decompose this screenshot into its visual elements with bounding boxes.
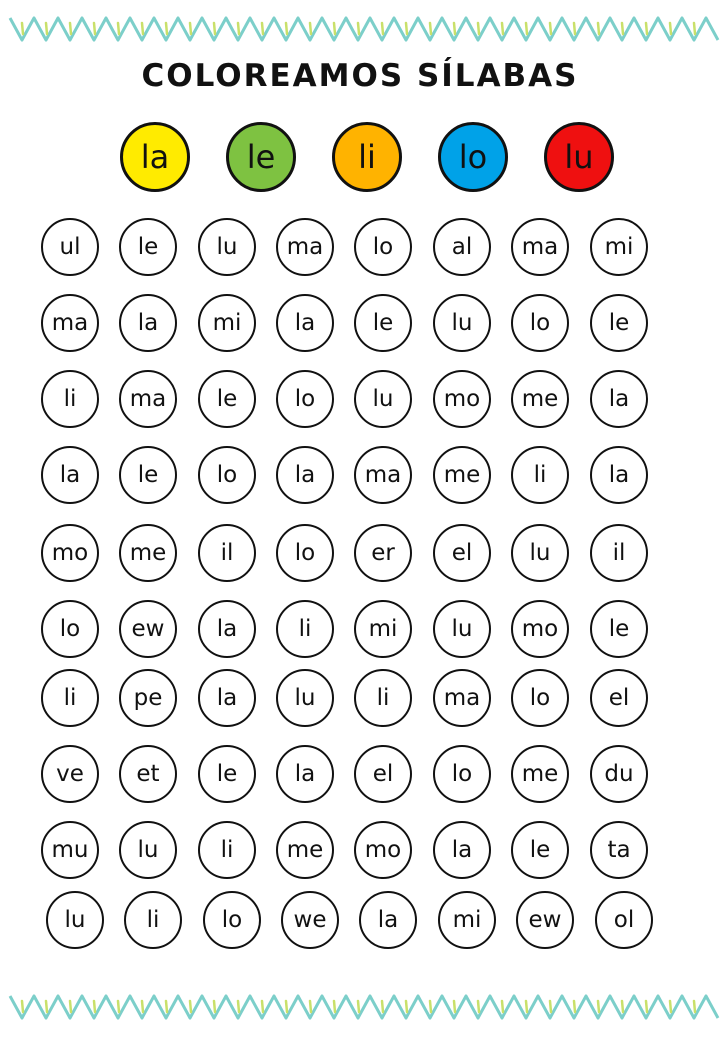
syllable-label: mi: [452, 907, 482, 933]
syllable-label: lu: [294, 685, 316, 711]
syllable-circle[interactable]: [276, 600, 334, 658]
decor-dash: [694, 1001, 695, 1012]
syllable-circle[interactable]: [511, 294, 569, 352]
syllable-circle[interactable]: [359, 891, 417, 949]
syllable-circle[interactable]: [354, 745, 412, 803]
syllable-label: lu: [451, 616, 473, 642]
decor-dash: [262, 1001, 263, 1012]
decor-dash: [430, 1001, 431, 1012]
syllable-circle[interactable]: [433, 218, 491, 276]
syllable-circle[interactable]: [354, 524, 412, 582]
syllable-circle[interactable]: [198, 446, 256, 504]
syllable-circle[interactable]: [198, 669, 256, 727]
syllable-label: mi: [212, 310, 242, 336]
syllable-label: li: [63, 386, 77, 412]
syllable-circle[interactable]: [354, 446, 412, 504]
syllable-circle[interactable]: [119, 669, 177, 727]
syllable-label: el: [608, 685, 630, 711]
syllable-label: li: [220, 837, 234, 863]
syllable-label: la: [59, 462, 81, 488]
syllable-label: el: [451, 540, 473, 566]
syllable-circle[interactable]: [433, 370, 491, 428]
syllable-circle[interactable]: [433, 821, 491, 879]
syllable-circle[interactable]: [511, 218, 569, 276]
syllable-label: lu: [216, 234, 238, 260]
syllable-circle[interactable]: [203, 891, 261, 949]
decor-dash: [166, 1001, 167, 1012]
syllable-label: du: [604, 761, 634, 787]
decor-dash: [238, 1001, 239, 1012]
syllable-label: mi: [368, 616, 398, 642]
syllable-label: il: [612, 540, 626, 566]
syllable-circle[interactable]: [119, 821, 177, 879]
syllable-label: we: [293, 907, 327, 933]
syllable-circle[interactable]: [590, 745, 648, 803]
syllable-label: lo: [221, 907, 243, 933]
syllable-label: al: [451, 234, 473, 260]
syllable-label: lo: [59, 616, 81, 642]
syllable-circle[interactable]: [198, 600, 256, 658]
syllable-circle[interactable]: [511, 821, 569, 879]
syllable-circle[interactable]: [590, 524, 648, 582]
syllable-circle[interactable]: [438, 891, 496, 949]
syllable-circle[interactable]: [354, 600, 412, 658]
decor-dash: [454, 1001, 455, 1012]
decor-dash: [46, 1001, 47, 1012]
decor-dash: [310, 1001, 311, 1012]
syllable-label: la: [294, 462, 316, 488]
syllable-circle[interactable]: [433, 446, 491, 504]
decor-dash: [118, 1001, 119, 1012]
syllable-circle[interactable]: [119, 218, 177, 276]
syllable-circle[interactable]: [354, 669, 412, 727]
decor-dash: [334, 1001, 335, 1012]
syllable-label: ve: [56, 761, 84, 787]
decor-dash: [406, 1001, 407, 1012]
syllable-circle[interactable]: [41, 446, 99, 504]
syllable-circle[interactable]: [590, 600, 648, 658]
syllable-circle[interactable]: [198, 821, 256, 879]
syllable-circle[interactable]: [281, 891, 339, 949]
syllable-label: lo: [451, 761, 473, 787]
syllable-circle[interactable]: [276, 524, 334, 582]
syllable-label: ma: [364, 462, 402, 488]
syllable-circle[interactable]: [41, 370, 99, 428]
decor-dash: [190, 1001, 191, 1012]
syllable-label: lo: [529, 310, 551, 336]
syllable-label: la: [137, 310, 159, 336]
syllable-label: el: [372, 761, 394, 787]
syllable-label: me: [521, 761, 559, 787]
syllable-label: ma: [51, 310, 89, 336]
syllable-label: lo: [216, 462, 238, 488]
syllable-circle[interactable]: [433, 524, 491, 582]
syllable-label: et: [136, 761, 160, 787]
syllable-label: la: [377, 907, 399, 933]
syllable-circle[interactable]: [354, 821, 412, 879]
page-title: COLOREAMOS SÍLABAS: [141, 58, 579, 94]
syllable-label: lu: [137, 837, 159, 863]
syllable-circle[interactable]: [354, 294, 412, 352]
legend-label: la: [140, 138, 170, 176]
syllable-label: ew: [131, 616, 165, 642]
syllable-circle[interactable]: [41, 524, 99, 582]
decor-dash: [550, 1001, 551, 1012]
syllable-label: lu: [372, 386, 394, 412]
syllable-circle[interactable]: [595, 891, 653, 949]
syllable-circle[interactable]: [41, 745, 99, 803]
syllable-label: la: [608, 386, 630, 412]
decor-dash: [94, 1001, 95, 1012]
decor-dash: [358, 1001, 359, 1012]
syllable-label: le: [608, 616, 630, 642]
syllable-circle[interactable]: [119, 745, 177, 803]
syllable-label: me: [286, 837, 324, 863]
decor-dash: [598, 1001, 599, 1012]
syllable-label: lo: [372, 234, 394, 260]
syllable-label: la: [216, 616, 238, 642]
syllable-label: il: [220, 540, 234, 566]
syllable-circle[interactable]: [198, 745, 256, 803]
syllable-label: li: [298, 616, 312, 642]
syllable-circle[interactable]: [276, 669, 334, 727]
syllable-circle[interactable]: [590, 446, 648, 504]
syllable-circle[interactable]: [511, 600, 569, 658]
syllable-circle[interactable]: [46, 891, 104, 949]
syllable-circle[interactable]: [516, 891, 574, 949]
syllable-label: le: [608, 310, 630, 336]
decor-dash: [502, 1001, 503, 1012]
syllable-circle[interactable]: [511, 446, 569, 504]
syllable-circle[interactable]: [119, 294, 177, 352]
syllable-label: la: [608, 462, 630, 488]
decor-dash: [526, 1001, 527, 1012]
syllable-label: la: [451, 837, 473, 863]
syllable-label: lo: [294, 386, 316, 412]
syllable-circle[interactable]: [354, 218, 412, 276]
syllable-circle[interactable]: [41, 294, 99, 352]
syllable-circle[interactable]: [511, 370, 569, 428]
syllable-label: mo: [521, 616, 559, 642]
syllable-label: li: [533, 462, 547, 488]
legend-label: le: [246, 138, 276, 176]
syllable-label: le: [216, 386, 238, 412]
syllable-label: la: [294, 761, 316, 787]
syllable-circle[interactable]: [511, 524, 569, 582]
syllable-label: li: [376, 685, 390, 711]
legend-label: lu: [564, 138, 594, 176]
syllable-label: pe: [133, 685, 163, 711]
syllable-circle[interactable]: [119, 600, 177, 658]
syllable-label: le: [216, 761, 238, 787]
syllable-label: le: [137, 462, 159, 488]
syllable-label: mi: [604, 234, 634, 260]
decor-dash: [622, 1001, 623, 1012]
syllable-label: ul: [59, 234, 81, 260]
decor-dash: [70, 1001, 71, 1012]
syllable-label: lo: [529, 685, 551, 711]
syllable-circle[interactable]: [276, 821, 334, 879]
syllable-circle[interactable]: [41, 600, 99, 658]
syllable-circle[interactable]: [41, 669, 99, 727]
syllable-label: ma: [443, 685, 481, 711]
syllable-label: ew: [528, 907, 562, 933]
decor-dash: [286, 1001, 287, 1012]
syllable-circle[interactable]: [590, 294, 648, 352]
syllable-circle[interactable]: [276, 745, 334, 803]
syllable-circle[interactable]: [124, 891, 182, 949]
legend-label: li: [358, 138, 376, 176]
syllable-label: li: [146, 907, 160, 933]
syllable-label: me: [129, 540, 167, 566]
syllable-circle[interactable]: [511, 745, 569, 803]
syllable-label: mo: [51, 540, 89, 566]
decor-dash: [214, 1001, 215, 1012]
bottom-zigzag-border: [0, 988, 720, 1028]
decor-dash: [382, 1001, 383, 1012]
syllable-circle[interactable]: [41, 218, 99, 276]
syllable-circle[interactable]: [511, 669, 569, 727]
syllable-label: le: [372, 310, 394, 336]
syllable-label: li: [63, 685, 77, 711]
syllable-label: mo: [443, 386, 481, 412]
syllable-label: lu: [529, 540, 551, 566]
syllable-circle[interactable]: [198, 218, 256, 276]
syllable-circle[interactable]: [354, 370, 412, 428]
syllable-label: ma: [521, 234, 559, 260]
syllable-circle[interactable]: [119, 370, 177, 428]
decor-dash: [142, 1001, 143, 1012]
syllable-label: la: [294, 310, 316, 336]
syllable-label: er: [371, 540, 395, 566]
syllable-circle[interactable]: [433, 669, 491, 727]
syllable-circle[interactable]: [198, 524, 256, 582]
syllable-label: la: [216, 685, 238, 711]
syllable-circle[interactable]: [590, 669, 648, 727]
syllable-label: lu: [64, 907, 86, 933]
decor-dash: [646, 1001, 647, 1012]
syllable-circle[interactable]: [198, 294, 256, 352]
decor-dash: [670, 1001, 671, 1012]
syllable-label: mu: [51, 837, 89, 863]
syllable-circle[interactable]: [590, 218, 648, 276]
syllable-circle[interactable]: [198, 370, 256, 428]
decor-dash: [574, 1001, 575, 1012]
syllable-circle[interactable]: [590, 370, 648, 428]
syllable-label: le: [137, 234, 159, 260]
syllable-circle[interactable]: [276, 446, 334, 504]
syllable-label: me: [443, 462, 481, 488]
syllable-circle[interactable]: [41, 821, 99, 879]
syllable-circle[interactable]: [590, 821, 648, 879]
syllable-circle[interactable]: [433, 600, 491, 658]
decor-dash: [22, 1001, 23, 1012]
syllable-label: ma: [129, 386, 167, 412]
syllable-label: ma: [286, 234, 324, 260]
syllable-label: mo: [364, 837, 402, 863]
syllable-label: lo: [294, 540, 316, 566]
syllable-label: ta: [607, 837, 631, 863]
syllable-circle[interactable]: [119, 524, 177, 582]
syllable-label: me: [521, 386, 559, 412]
decor-dash: [478, 1001, 479, 1012]
legend-label: lo: [458, 138, 488, 176]
zigzag-line: [10, 996, 718, 1018]
syllable-circle[interactable]: [276, 294, 334, 352]
syllable-label: le: [529, 837, 551, 863]
syllable-circle[interactable]: [276, 370, 334, 428]
syllable-circle[interactable]: [433, 745, 491, 803]
syllable-label: lu: [451, 310, 473, 336]
syllable-label: ol: [613, 907, 635, 933]
syllable-circle[interactable]: [433, 294, 491, 352]
syllable-circle[interactable]: [276, 218, 334, 276]
syllable-circle[interactable]: [119, 446, 177, 504]
